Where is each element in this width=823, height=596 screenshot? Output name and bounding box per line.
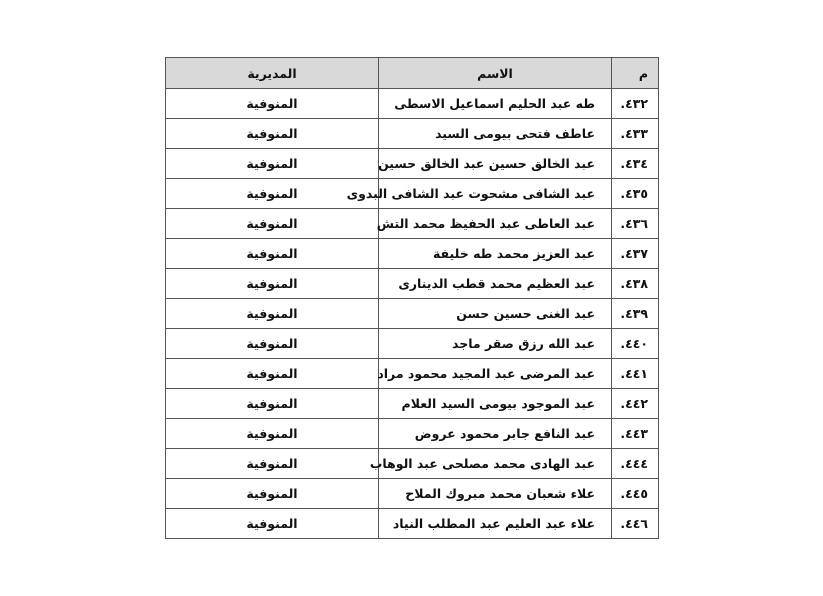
row-directorate: المنوفية xyxy=(166,509,379,539)
row-directorate: المنوفية xyxy=(166,389,379,419)
row-name: عبد النافع جابر محمود عروض xyxy=(379,419,612,449)
table-row xyxy=(166,479,659,509)
table-row xyxy=(166,419,659,449)
table-row xyxy=(166,89,659,119)
row-directorate: المنوفية xyxy=(166,359,379,389)
row-name: عاطف فتحى بيومى السيد xyxy=(379,119,612,149)
names-table xyxy=(165,57,659,539)
row-name: عبد العزيز محمد طه خليفة xyxy=(379,239,612,269)
table-row xyxy=(166,119,659,149)
row-number: ٤٣٩. xyxy=(612,299,659,329)
row-name: عبد الشافى مشحوت عبد الشافى البدوى xyxy=(379,179,612,209)
row-number: ٤٣٢. xyxy=(612,89,659,119)
row-name: عبد الهادى محمد مصلحى عبد الوهاب xyxy=(379,449,612,479)
row-directorate: المنوفية xyxy=(166,419,379,449)
row-number: ٤٣٣. xyxy=(612,119,659,149)
table-row xyxy=(166,239,659,269)
header-number: م xyxy=(612,58,659,89)
row-number: ٤٤٠. xyxy=(612,329,659,359)
row-number: ٤٤١. xyxy=(612,359,659,389)
table-row xyxy=(166,329,659,359)
row-directorate: المنوفية xyxy=(166,89,379,119)
row-name: علاء عبد العليم عبد المطلب النياد xyxy=(379,509,612,539)
header-directorate: المديرية xyxy=(166,58,379,89)
row-name: طه عبد الحليم اسماعيل الاسطى xyxy=(379,89,612,119)
row-directorate: المنوفية xyxy=(166,299,379,329)
row-directorate: المنوفية xyxy=(166,209,379,239)
table-row xyxy=(166,509,659,539)
row-name: عبد الخالق حسين عبد الخالق حسين xyxy=(379,149,612,179)
table-header xyxy=(166,58,659,89)
table-row xyxy=(166,389,659,419)
row-number: ٤٣٦. xyxy=(612,209,659,239)
row-directorate: المنوفية xyxy=(166,479,379,509)
row-directorate: المنوفية xyxy=(166,329,379,359)
row-directorate: المنوفية xyxy=(166,449,379,479)
row-number: ٤٤٥. xyxy=(612,479,659,509)
row-directorate: المنوفية xyxy=(166,149,379,179)
document-page xyxy=(165,57,658,539)
row-directorate: المنوفية xyxy=(166,119,379,149)
row-number: ٤٤٦. xyxy=(612,509,659,539)
row-name: عبد العظيم محمد قطب الدينارى xyxy=(379,269,612,299)
row-name: علاء شعبان محمد مبروك الملاح xyxy=(379,479,612,509)
row-number: ٤٤٢. xyxy=(612,389,659,419)
row-name: عبد الله رزق صقر ماجد xyxy=(379,329,612,359)
row-directorate: المنوفية xyxy=(166,269,379,299)
row-number: ٤٣٥. xyxy=(612,179,659,209)
table-row xyxy=(166,449,659,479)
row-name: عبد الغنى حسين حسن xyxy=(379,299,612,329)
table-row xyxy=(166,299,659,329)
table-body xyxy=(166,89,659,539)
row-number: ٤٣٤. xyxy=(612,149,659,179)
table-row xyxy=(166,209,659,239)
row-number: ٤٤٤. xyxy=(612,449,659,479)
table-row xyxy=(166,149,659,179)
row-number: ٤٣٧. xyxy=(612,239,659,269)
table-row xyxy=(166,359,659,389)
row-name: عبد العاطى عبد الحفيظ محمد التش xyxy=(379,209,612,239)
header-row xyxy=(166,58,659,89)
header-name: الاسم xyxy=(379,58,612,89)
row-number: ٤٤٣. xyxy=(612,419,659,449)
row-directorate: المنوفية xyxy=(166,179,379,209)
table-row xyxy=(166,269,659,299)
row-name: عبد المرضى عبد المجيد محمود مراد xyxy=(379,359,612,389)
table-row xyxy=(166,179,659,209)
row-directorate: المنوفية xyxy=(166,239,379,269)
row-number: ٤٣٨. xyxy=(612,269,659,299)
row-name: عبد الموجود بيومى السيد العلام xyxy=(379,389,612,419)
